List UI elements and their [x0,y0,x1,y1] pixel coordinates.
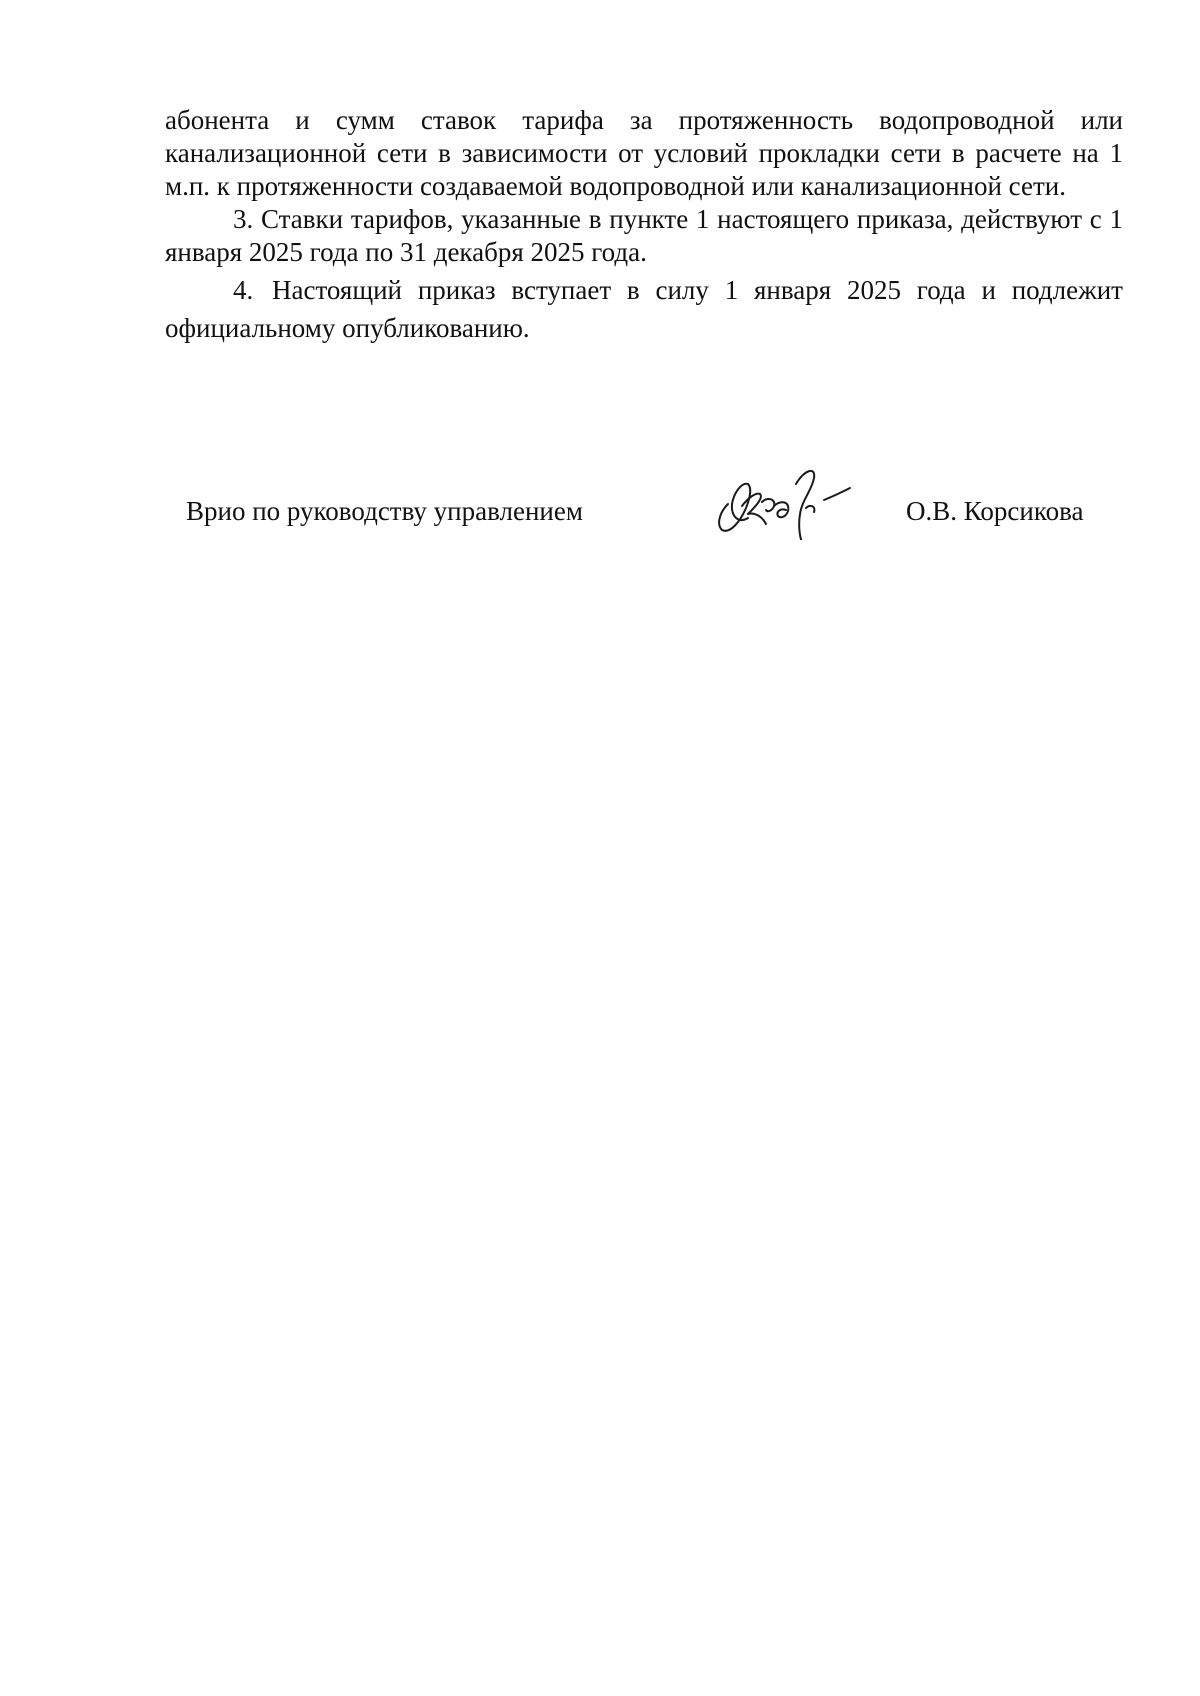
handwritten-signature-icon [706,460,866,540]
paragraph-3: 3. Ставки тарифов, указанные в пункте 1 настоящего приказа, действуют с 1 января 2025 года по 31 декабря 2025 года. [165,204,1123,267]
signatory-position: Врио по руководству управлением [186,496,583,526]
paragraph-4-number: 4. [233,275,254,305]
signature-block [0,460,1200,540]
signatory-name: О.В. Корсикова [906,496,1084,526]
document-body [165,104,1123,347]
paragraph-2-continuation: абонента и сумм ставок тарифа за протяженность водопроводной или канализационной сети в зависимости от условий прокладки сети в расчете на 1 м.п. к протяженности создаваемой водопроводной или канализационной сети. [165,105,1123,201]
paragraph-4 [165,271,1123,347]
paragraph-4-text: Настоящий приказ вступает в силу 1 января 2025 года и подлежит официальному опубликованию. [165,275,1123,343]
